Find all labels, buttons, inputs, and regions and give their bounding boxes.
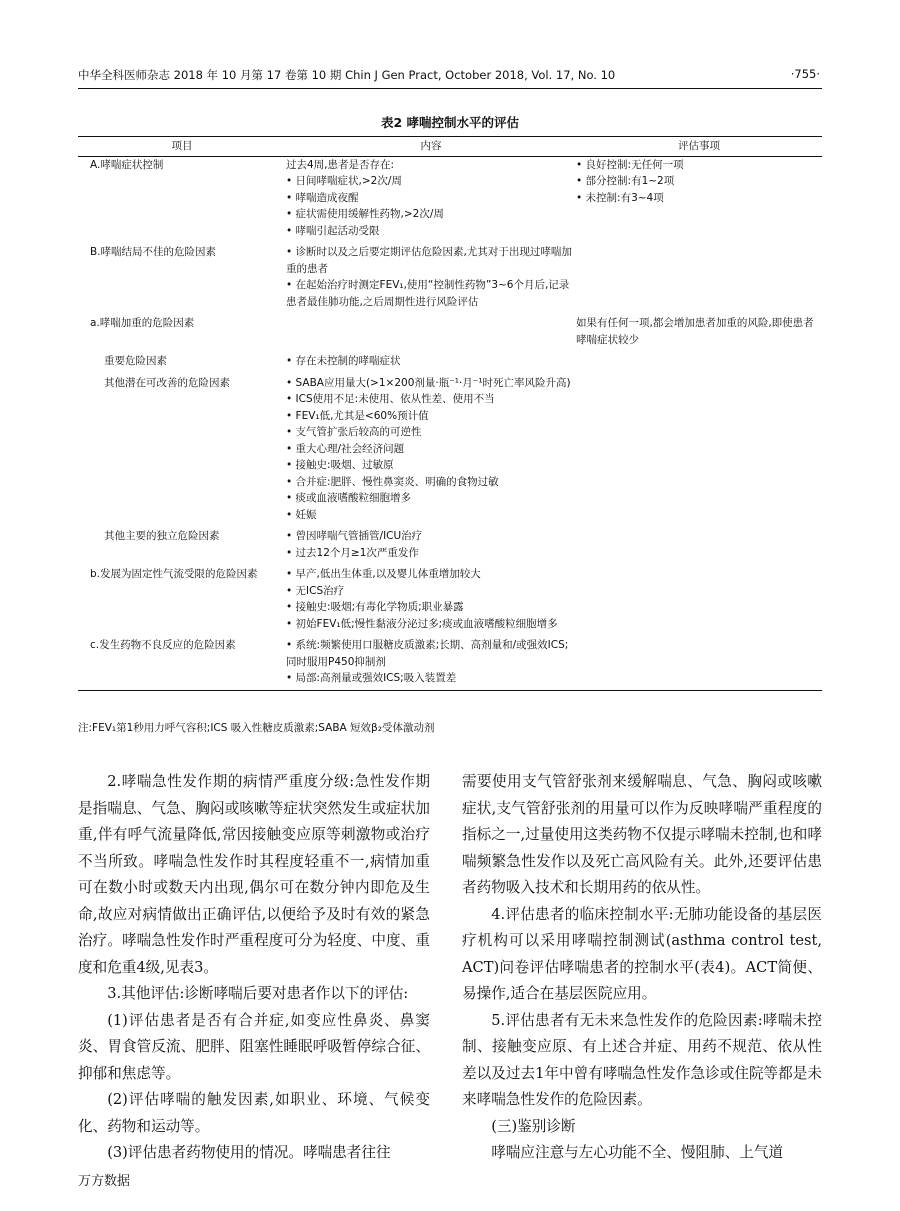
table-row bbox=[78, 310, 822, 348]
table-body bbox=[78, 156, 822, 690]
assessment-table bbox=[78, 136, 822, 691]
paragraph: (3)评估患者药物使用的情况。哮喘患者往往 bbox=[107, 1144, 391, 1161]
paragraph: 2.哮喘急性发作期的病情严重度分级:急性发作期是指喘息、气急、胸闷或咳嗽等症状突然发生或症状加重,伴有呼气流量降低,常因接触变应原等刺激物或治疗不当所致。哮喘急性发作时其程度轻重不一,病情加重可在数小时或数天内出现,偶尔可在数分钟内即危及生命,故应对病情做出正确评估,以便给予及时有效的紧急治疗。哮喘急性发作时严重程度可分为轻度、中度、重度和危重4级,见表3。 bbox=[78, 773, 430, 976]
table-header-row bbox=[78, 137, 822, 157]
watermark-footer: 万方数据 bbox=[78, 1174, 131, 1189]
table-cell-content bbox=[286, 370, 576, 524]
content-line: • 接触史:吸烟、过敏原 bbox=[286, 459, 394, 471]
paragraph: 哮喘应注意与左心功能不全、慢阻肺、上气道 bbox=[491, 1144, 784, 1161]
table-note: 注:FEV₁第1秒用力呼气容积;ICS 吸入性糖皮质激素;SABA 短效β₂受体激动剂 bbox=[78, 722, 435, 734]
table-cell-content bbox=[286, 348, 576, 370]
table-row bbox=[78, 239, 822, 310]
item-label: b.发展为固定性气流受限的危险因素 bbox=[90, 568, 258, 580]
content-line: • 合并症:肥胖、慢性鼻窦炎、明确的食物过敏 bbox=[286, 475, 499, 488]
assessment-line: • 未控制:有3~4项 bbox=[576, 191, 664, 204]
table-caption: 表2 哮喘控制水平的评估 bbox=[380, 115, 520, 130]
content-line: • 在起始治疗时测定FEV₁,使用“控制性药物”3~6个月后,记录患者最佳肺功能,之后周期性进行风险评估 bbox=[286, 279, 570, 308]
body-right-column bbox=[462, 769, 822, 1167]
item-label: A.哮喘症状控制 bbox=[90, 158, 164, 171]
table-cell-item bbox=[78, 370, 286, 524]
table-cell-content bbox=[286, 310, 576, 348]
table-row bbox=[78, 348, 822, 370]
content-line: • 诊断时以及之后要定期评估危险因素,尤其对于出现过哮喘加重的患者 bbox=[286, 246, 572, 275]
table-row bbox=[78, 632, 822, 690]
content-line: • 系统:频繁使用口服糖皮质激素;长期、高剂量和/或强效ICS;同时服用P450抑制剂 bbox=[286, 639, 569, 668]
page-number: ·755· bbox=[790, 67, 820, 81]
journal-header: 中华全科医师杂志 2018 年 10 月第 17 卷第 10 期 Chin J Gen Pract, October 2018, Vol. 17, No. 10 bbox=[78, 68, 616, 82]
table-cell-assessment bbox=[576, 348, 822, 370]
item-label: 其他潜在可改善的危险因素 bbox=[104, 376, 230, 389]
body-left-column bbox=[78, 769, 430, 1167]
content-line: • 痰或血液嗜酸粒细胞增多 bbox=[286, 492, 412, 504]
content-line: • 存在未控制的哮喘症状 bbox=[286, 355, 401, 367]
content-line: • 日间哮喘症状,>2次/周 bbox=[286, 175, 402, 187]
column-header-content: 内容 bbox=[286, 137, 576, 157]
content-line: • 接触史:吸烟;有毒化学物质;职业暴露 bbox=[286, 601, 464, 613]
table-cell-content bbox=[286, 156, 576, 239]
assessment-line: • 部分控制:有1~2项 bbox=[576, 175, 675, 187]
content-line: • ICS使用不足:未使用、依从性差、使用不当 bbox=[286, 393, 495, 405]
table-cell-item bbox=[78, 632, 286, 690]
content-line: • 哮喘引起活动受限 bbox=[286, 224, 380, 237]
column-header-assessment: 评估事项 bbox=[576, 137, 822, 157]
content-line: • 症状需使用缓解性药物,>2次/周 bbox=[286, 208, 444, 220]
paragraph: (2)评估哮喘的触发因素,如职业、环境、气候变化、药物和运动等。 bbox=[78, 1091, 430, 1135]
table-cell-item bbox=[78, 310, 286, 348]
table-cell-item bbox=[78, 561, 286, 632]
content-line: • 重大心理/社会经济问题 bbox=[286, 442, 405, 455]
item-label: B.哮喘结局不佳的危险因素 bbox=[90, 246, 217, 258]
content-line: • 早产,低出生体重,以及婴儿体重增加较大 bbox=[286, 568, 481, 580]
table-cell-assessment bbox=[576, 310, 822, 348]
table-cell-assessment bbox=[576, 523, 822, 561]
assessment-line: 如果有任何一项,都会增加患者加重的风险,即使患者哮喘症状较少 bbox=[576, 317, 814, 346]
column-header-item: 项目 bbox=[78, 137, 286, 157]
content-line: • 初始FEV₁低;慢性黏液分泌过多;痰或血液嗜酸粒细胞增多 bbox=[286, 617, 558, 630]
table-cell-content bbox=[286, 561, 576, 632]
table-cell-item bbox=[78, 239, 286, 310]
item-label: 其他主要的独立危险因素 bbox=[104, 530, 220, 542]
header-rule bbox=[78, 88, 822, 89]
table-cell-content bbox=[286, 523, 576, 561]
paragraph: 需要使用支气管舒张剂来缓解喘息、气急、胸闷或咳嗽症状,支气管舒张剂的用量可以作为反映哮喘严重程度的指标之一,过量使用这类药物不仅提示哮喘未控制,也和哮喘频繁急性发作以及死亡高风险有关。此外,还要评估患者药物吸入技术和长期用药的依从性。 bbox=[462, 773, 822, 896]
paragraph: (1)评估患者是否有合并症,如变应性鼻炎、鼻窦炎、胃食管反流、肥胖、阻塞性睡眠呼吸暂停综合征、抑郁和焦虑等。 bbox=[78, 1011, 430, 1082]
table-cell-assessment bbox=[576, 370, 822, 524]
item-label: c.发生药物不良反应的危险因素 bbox=[90, 639, 236, 651]
table-cell-item bbox=[78, 523, 286, 561]
content-line: • SABA应用量大(>1×200剂量·瓶⁻¹·月⁻¹时死亡率风险升高) bbox=[286, 376, 571, 389]
content-line: • 支气管扩张后较高的可逆性 bbox=[286, 426, 422, 438]
paragraph: 3.其他评估:诊断哮喘后要对患者作以下的评估: bbox=[107, 985, 409, 1002]
content-line: • 哮喘造成夜醒 bbox=[286, 191, 359, 204]
content-line: • FEV₁低,尤其是<60%预计值 bbox=[286, 409, 429, 422]
content-line: • 过去12个月≥1次严重发作 bbox=[286, 546, 419, 559]
table-row bbox=[78, 156, 822, 239]
table-row bbox=[78, 523, 822, 561]
table-cell-content bbox=[286, 632, 576, 690]
table-cell-assessment bbox=[576, 561, 822, 632]
table-cell-content bbox=[286, 239, 576, 310]
paragraph: 5.评估患者有无未来急性发作的危险因素:哮喘未控制、接触变应原、有上述合并症、用药不规范、依从性差以及过去1年中曾有哮喘急性发作急诊或住院等都是未来哮喘急性发作的危险因素。 bbox=[462, 1011, 822, 1108]
table-cell-assessment bbox=[576, 632, 822, 690]
assessment-line: • 良好控制:无任何一项 bbox=[576, 158, 684, 171]
content-line: • 妊娠 bbox=[286, 508, 317, 521]
table-row bbox=[78, 561, 822, 632]
content-line: • 局部:高剂量或强效ICS;吸入装置差 bbox=[286, 672, 457, 684]
table-cell-assessment bbox=[576, 156, 822, 239]
content-line: 过去4周,患者是否存在: bbox=[286, 158, 395, 171]
table-cell-item bbox=[78, 348, 286, 370]
table-row bbox=[78, 370, 822, 524]
table-cell-item bbox=[78, 156, 286, 239]
section-heading: (三)鉴别诊断 bbox=[491, 1117, 576, 1135]
content-line: • 无ICS治疗 bbox=[286, 584, 345, 597]
item-label: 重要危险因素 bbox=[104, 355, 167, 367]
item-label: a.哮喘加重的危险因素 bbox=[90, 317, 195, 329]
paragraph: 4.评估患者的临床控制水平:无肺功能设备的基层医疗机构可以采用哮喘控制测试(asthma control test, ACT)问卷评估哮喘患者的控制水平(表4)。ACT简便、易操作,适合在基层医院应用。 bbox=[462, 905, 822, 1002]
content-line: • 曾因哮喘气管插管/ICU治疗 bbox=[286, 530, 423, 542]
table-cell-assessment bbox=[576, 239, 822, 310]
